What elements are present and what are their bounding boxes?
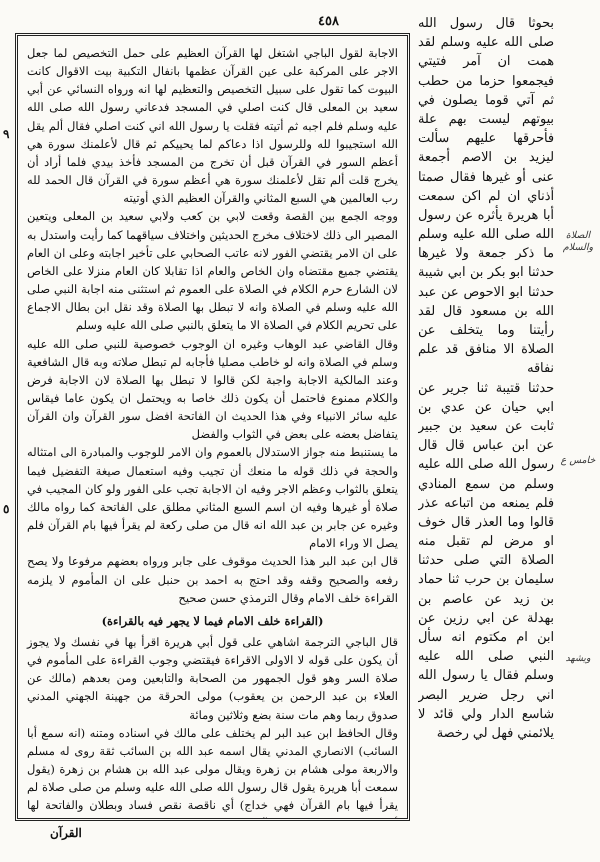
margin-note: ويشهد bbox=[565, 653, 591, 664]
commentary-paragraph: قال الباجي الترجمة اشاهي على قول أبي هريرة اقرأ بها في نفسك ولا يجوز أن يكون على قوله لا الاولى الاقراءة فيقتضي وجوب القراءة على المأموم في صلاة السر وهو قول الجمهور من الصحابة والتابعين ومن بعدهم (مالك عن العلاء بن عبد الرحمن بن يعقوب) مولى الحرقة من جهينة الجهني المدني صدوق ربما وهم مات سنة بضع وثلاثين ومائة bbox=[27, 635, 398, 722]
hadith-paragraph: بحوثا قال رسول الله صلى الله عليه وسلم لقد همت ان آمر فتيتي فيجمعوا حزما من حطب ثم آتي قوما يصلون في بيوتهم ليست بهم علة فأحرقها عليهم سألت ليزيد بن الاصم أجمعة عنى أو غيرها فقال صمتا أذناي ان لم اكن سمعت أبا هريرة يأثره عن رسول الله صلى الله عليه وسلم ما ذكر جمعة ولا غيرها حدثنا ابو بكر بن ابي شيبة حدثنا ابو الاحوص عن عبد الله بن مسعود قال لقد رأيتنا وما يتخلف عن الصلاة الا منافق قد علم نفاقه bbox=[418, 16, 554, 377]
page-number: ٤٥٨ bbox=[318, 14, 339, 29]
commentary-paragraph: ما يستنبط منه جواز الاستدلال بالعموم وان الامر للوجوب والمبادرة الى امتثاله والحجة في ذلك قوله ما منعك أن تجيب وفيه استعمال صيغة التفضيل فيما يتعلق بالثواب وعظم الاجر وفيه ان الاجابة تجب على الفور ولو كان المجيب في صلاة أو غيرها وفيه ان اسم السبع المثاني مطلق على الفاتحة كما رواه مالك وغيره عن جابر بن عبد الله انه قال من صلى ركعة لم يقرأ فيها بام القرآن فلم يصل الا وراء الامام bbox=[27, 445, 398, 551]
commentary-paragraph: وقال القاضي عبد الوهاب وغيره ان الوجوب خصوصية للنبي صلى الله عليه وسلم في الصلاة وانه لو خاطب مصليا فأجابه لم تبطل صلاته وبه قال الشافعية وعند المالكية الاجابة واجبة لكن قالوا لا تبطل بها الصلاة لان الاجابة فرض والكلام ممنوع فاحتمل أن يكون ذلك خاصا به ويحتمل ان يكون عاما فيقاس عليه سائر الانبياء وفي هذا الحديث ان الفاتحة افضل سور القرآن وان القرآن يتفاضل بعضه على بعض في الثواب والفضل bbox=[27, 336, 398, 442]
commentary-paragraph: وقال الحافظ ابن عبد البر لم يختلف على مالك في اسناده ومتنه (انه سمع أبا السائب) الانصاري المدني يقال اسمه عبد الله بن السائب ثقة روى له مسلم والاربعة مولى هشام بن زهرة ويقال مولى عبد الله بن هشام بن زهرة (يقول سمعت أبا هريرة يقول قال رسول الله صلى الله عليه وسلم من صلى صلاة لم يقرأ فيها بام القرآن فهي خداج) أي ناقصة نقص فساد وبطلان والفاتحة لها bbox=[27, 725, 398, 813]
margin-note: خامس ع bbox=[560, 455, 596, 466]
commentary-paragraph: قال ابن عبد البر هذا الحديث موقوف على جابر ورواه بعضهم مرفوعا ولا يصح رفعه والصحيح وقفه وقد احتج به احمد بن حنبل على ان المأموم لا يلزمه القراءة خلف الامام وقال الترمذي حسن صحيح bbox=[27, 554, 398, 605]
commentary-box bbox=[15, 33, 410, 821]
hadith-column bbox=[418, 14, 554, 852]
margin-marker: ٥ bbox=[3, 502, 10, 516]
margin-marker: ٩ bbox=[3, 127, 10, 141]
commentary-paragraph: ووجه الجمع بين القصة وقعت لابي بن كعب ولابي سعيد بن المعلى ويتعين المصير الى ذلك لاختلاف مخرج الحديثين واختلاف سياقهما كما رأيت واستدل به على ان الامر يقتضي الفور لانه عاتب الصحابي على تأخير اجابته وعلى ان العام يقتضي جميع مقتضاه وان الخاص والعام اذا تقابلا كان العام منزلا على الخاص لان الشارع حرم الكلام في الصلاة على العموم ثم استثنى منه اجابة النبي صلى الله عليه وسلم في الصلاة وانه لا تبطل بها الصلاة وقد نقل ابن بطال الاجماع على تحريم الكلام في الصلاة الا ما يتعلق بالنبي صلى الله عليه وسلم bbox=[27, 209, 398, 333]
section-heading: (القراءة خلف الامام فيما لا يجهر فيه بالقراءة) bbox=[101, 613, 324, 628]
commentary-paragraph: الاجابة لقول الباجي اشتغل لها القرآن العظيم على حمل التخصيص لما جعل الاجر على المركبة على عين القرآن عظمها بانفال التكبية بيت الاقوال كانت البيوت كما تقول على سبيل التخصيص والتعظيم لها انه ورواه النسائي عن أبي سعيد بن المعلى قال كنت اصلي في المسجد فدعاني رسول الله صلى الله عليه وسلم فلم اجبه ثم أتيته فقلت يا رسول الله اني كنت اصلي فقال ألم يقل الله استجيبوا لله وللرسول اذا دعاكم لما يحييكم ثم قال لأعلمنك سورة هي أعظم السور في القرآن قبل أن تخرج من المسجد فأخذ بيدي فلما أراد أن يخرج قلت ألم تقل لأعلمنك سورة هي أعظم سورة في القرآن قال الحمد لله رب العالمين هي السبع المثاني والقرآن العظيم الذي أوتيته bbox=[27, 46, 398, 206]
margin-note: الصلاة والسلام bbox=[562, 230, 594, 253]
footer-catchword: القرآن bbox=[50, 826, 82, 840]
hadith-paragraph: حدثنا قتيبة ثنا جرير عن ابي حيان عن عدي بن ثابت عن سعيد بن جبير عن ابن عباس قال قال رسول الله صلى الله عليه وسلم من سمع المنادي فلم يمنعه من اتباعه عذر قالوا وما العذر قال خوف او مرض لم تقبل منه الصلاة التي صلى حدثنا سليمان بن حرب ثنا حماد بن زيد عن عاصم بن بهدلة عن ابي رزين عن ابن ام مكتوم انه سأل النبي صلى الله عليه وسلم فقال يا رسول الله اني رجل ضرير البصر شاسع الدار ولي قائد لا يلائمني فهل لي رخصة bbox=[418, 380, 554, 741]
